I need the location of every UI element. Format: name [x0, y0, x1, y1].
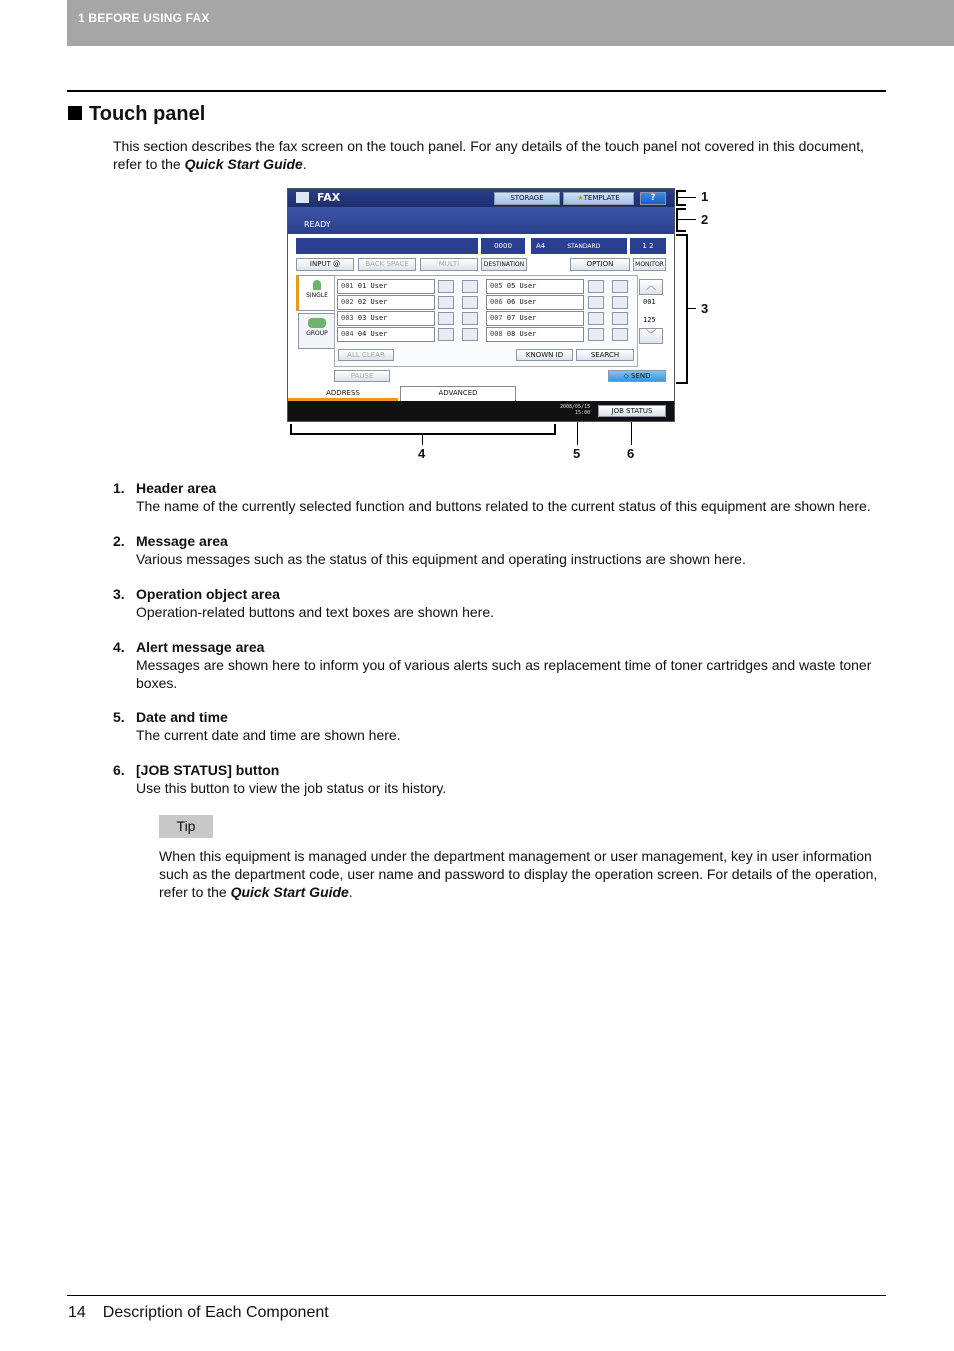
storage-button[interactable]: STORAGE: [494, 192, 560, 205]
option-button[interactable]: OPTION: [570, 258, 630, 271]
list-item: 1. Header area The name of the currently selected function and buttons related to the current status of this equipment are shown here.: [113, 480, 871, 514]
address-entry[interactable]: 007 07 User: [486, 311, 584, 326]
template-button[interactable]: ★TEMPLATE: [563, 192, 634, 205]
paper-quality-display: A4 STANDARD: [531, 238, 627, 254]
address-entry[interactable]: 003 03 User: [337, 311, 435, 326]
group-tab[interactable]: GROUP: [298, 313, 336, 349]
footer-title: Description of Each Component: [102, 1304, 329, 1321]
callout-bracket: [676, 234, 688, 236]
callout-6: 6: [627, 446, 635, 461]
chapter-header-bar: [67, 0, 954, 46]
fax-icon[interactable]: [438, 312, 454, 325]
page-total: 125: [643, 316, 656, 324]
callout-bracket: [676, 382, 688, 384]
list-item: 5. Date and time The current date and time are shown here.: [113, 709, 401, 743]
callout-5: 5: [573, 446, 581, 461]
callout-leader: [688, 308, 696, 309]
address-entry[interactable]: 005 05 User: [486, 279, 584, 294]
callout-bracket: [290, 433, 556, 435]
job-status-button[interactable]: JOB STATUS: [598, 405, 666, 417]
touch-panel-screenshot: [287, 188, 675, 422]
alert-bar: [288, 401, 674, 421]
email-icon[interactable]: [462, 280, 478, 293]
list-item: 3. Operation object area Operation-related buttons and text boxes are shown here.: [113, 586, 494, 620]
callout-bracket: [676, 204, 686, 206]
panel-header-area: [288, 189, 674, 207]
email-icon[interactable]: [462, 312, 478, 325]
email-icon[interactable]: [612, 328, 628, 341]
footer-divider: [67, 1295, 886, 1296]
chapter-title: 1 BEFORE USING FAX: [78, 11, 210, 25]
callout-3: 3: [701, 301, 709, 316]
all-clear-button[interactable]: ALL CLEAR: [338, 349, 394, 361]
email-icon[interactable]: [462, 296, 478, 309]
email-icon[interactable]: [612, 296, 628, 309]
fax-icon[interactable]: [588, 296, 604, 309]
address-entry[interactable]: 006 06 User: [486, 295, 584, 310]
fax-icon[interactable]: [588, 280, 604, 293]
input-button[interactable]: INPUT @: [296, 258, 354, 271]
person-icon: [313, 280, 321, 290]
page-current: 001: [643, 298, 656, 306]
fax-icon[interactable]: [438, 280, 454, 293]
callout-bracket: [676, 208, 678, 232]
fax-icon[interactable]: [588, 328, 604, 341]
intro-paragraph: This section describes the fax screen on the touch panel. For any details of the touch panel not covered in this document, refer to the Quick Start Guide.: [113, 138, 864, 172]
chevron-down-icon: ﹀: [646, 330, 656, 341]
line-selector[interactable]: 1 2: [630, 238, 666, 254]
help-button[interactable]: ?: [640, 192, 666, 205]
callout-bracket: [290, 424, 292, 435]
square-bullet-icon: [68, 106, 82, 120]
callout-leader: [678, 219, 696, 220]
list-item: 4. Alert message area Messages are shown here to inform you of various alerts such as replacement time of toner cartridges and waste toner boxes.: [113, 639, 872, 691]
fax-icon: [296, 192, 309, 203]
backspace-button[interactable]: BACK SPACE: [358, 258, 416, 271]
section-title: Touch panel: [68, 103, 205, 126]
single-tab[interactable]: SINGLE: [296, 275, 336, 311]
star-icon: ★: [577, 194, 584, 202]
callout-bracket: [554, 424, 556, 435]
page-footer: [68, 1304, 329, 1322]
send-button[interactable]: ◇ SEND: [608, 370, 666, 382]
callout-2: 2: [701, 212, 709, 227]
group-icon: [308, 318, 326, 328]
address-entry[interactable]: 008 08 User: [486, 327, 584, 342]
callout-bracket: [676, 230, 686, 232]
callout-bracket: [676, 190, 686, 192]
fax-icon[interactable]: [438, 328, 454, 341]
email-icon[interactable]: [612, 312, 628, 325]
fax-icon[interactable]: [588, 312, 604, 325]
fax-icon[interactable]: [438, 296, 454, 309]
monitor-button[interactable]: MONITOR: [633, 258, 666, 271]
callout-leader: [422, 435, 423, 445]
page-number: 14: [68, 1304, 86, 1321]
callout-leader: [631, 422, 632, 445]
status-message: READY: [304, 220, 331, 229]
destination-field[interactable]: [296, 238, 478, 254]
tab-address[interactable]: ADDRESS: [288, 386, 398, 401]
address-entry[interactable]: 001 01 User: [337, 279, 435, 294]
email-icon[interactable]: [612, 280, 628, 293]
destination-button[interactable]: DESTINATION: [481, 258, 527, 271]
list-item: 2. Message area Various messages such as the status of this equipment and operating instructions are shown here.: [113, 533, 746, 567]
callout-leader: [577, 422, 578, 445]
send-diamond-icon: ◇: [623, 372, 632, 380]
panel-function-title: FAX: [317, 191, 341, 204]
email-icon[interactable]: [462, 328, 478, 341]
count-display: 0000: [481, 238, 525, 254]
search-button[interactable]: SEARCH: [576, 349, 634, 361]
tab-advanced[interactable]: ADVANCED: [400, 386, 516, 401]
address-entry[interactable]: 002 02 User: [337, 295, 435, 310]
known-id-button[interactable]: KNOWN ID: [516, 349, 573, 361]
section-divider: [67, 90, 886, 92]
callout-bracket: [686, 234, 688, 384]
callout-4: 4: [418, 446, 426, 461]
callout-leader: [678, 197, 696, 198]
callout-bracket: [676, 208, 686, 210]
list-item: 6. [JOB STATUS] button Use this button to view the job status or its history.: [113, 762, 447, 796]
multi-button[interactable]: MULTI: [420, 258, 478, 271]
tip-text: When this equipment is managed under the department management or user management, key in user information such as the department code, user name and password to display the operation screen. For details of the operation, refer to the Quick Start Guide.: [159, 848, 878, 900]
callout-1: 1: [701, 189, 709, 204]
date-time: 2008/05/15 15:00: [560, 404, 591, 416]
address-entry[interactable]: 004 04 User: [337, 327, 435, 342]
tip-label: Tip: [159, 815, 213, 838]
chevron-up-icon: ︿: [646, 281, 656, 292]
page-down-button[interactable]: [639, 328, 663, 344]
pause-button[interactable]: PAUSE: [334, 370, 390, 382]
page-up-button[interactable]: [639, 279, 663, 295]
panel-message-area: [288, 207, 674, 234]
